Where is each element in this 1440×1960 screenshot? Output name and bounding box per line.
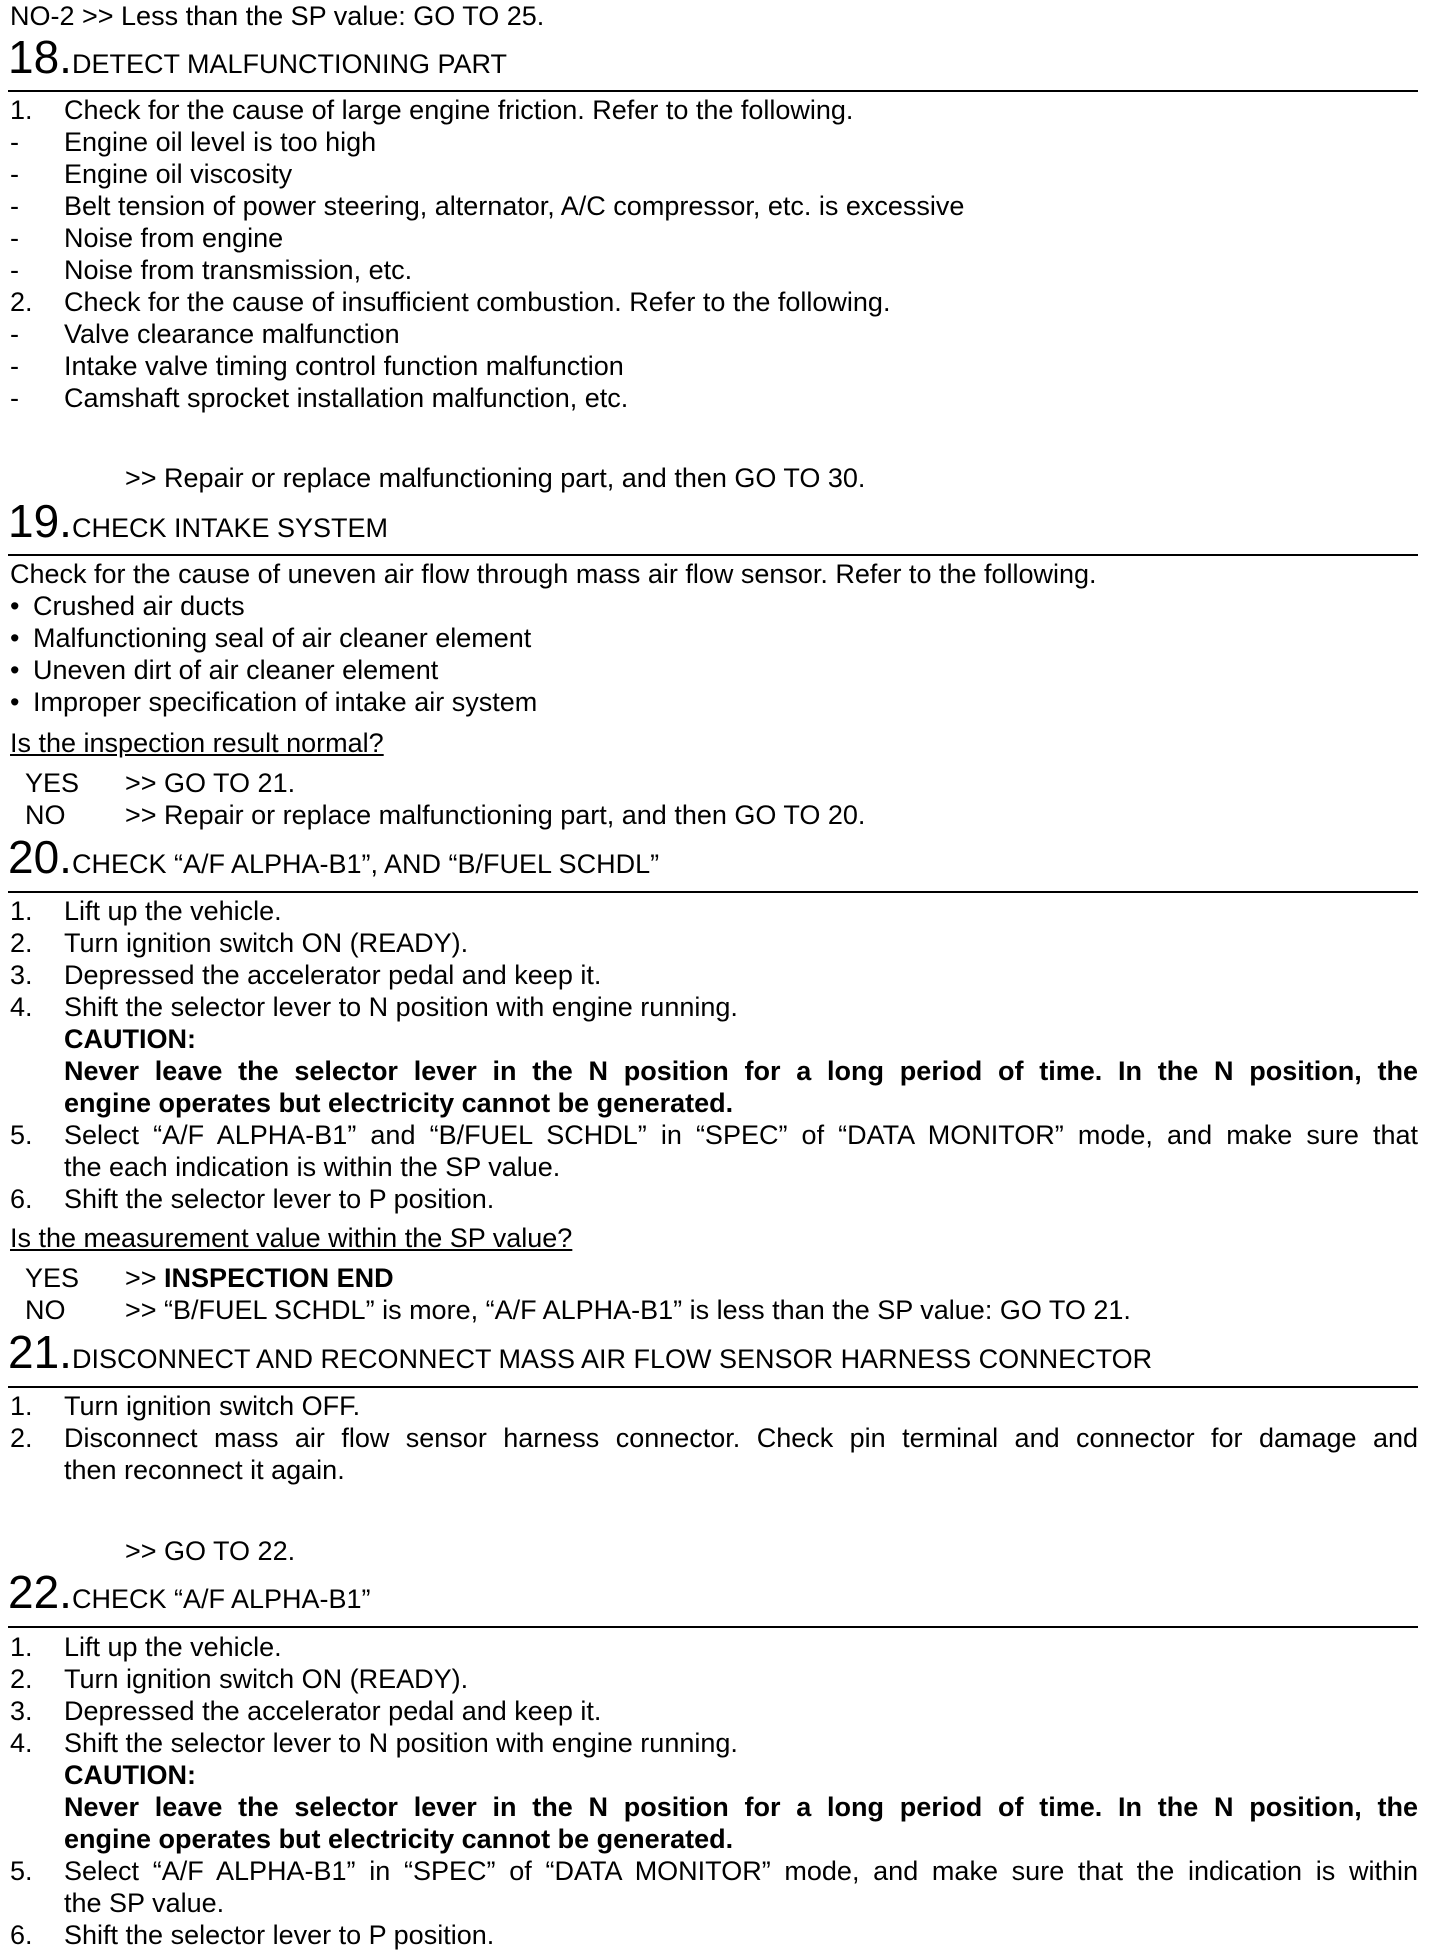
section-divider [8, 1386, 1418, 1388]
yes-label: YES [25, 1263, 80, 1293]
section-divider [8, 90, 1418, 92]
step-18-result: >> Repair or replace malfunctioning part, and then GO TO 30. [125, 463, 866, 493]
bullet-text: Uneven dirt of air cleaner element [33, 655, 439, 685]
step-19-question: Is the inspection result normal? [10, 728, 384, 758]
bullet-icon: • [10, 623, 20, 653]
step-22-heading [8, 1567, 371, 1624]
caution-text: Never leave the selector lever in the N position for a long period of time. In the N position, the [64, 1792, 1418, 1822]
list-dash: - [10, 383, 19, 413]
list-dash: - [10, 255, 19, 285]
step-number: 22. [8, 1566, 72, 1618]
step-21-result: >> GO TO 22. [125, 1536, 296, 1566]
list-number: 5. [10, 1856, 33, 1886]
bullet-icon: • [10, 687, 20, 717]
yes-result [125, 1262, 394, 1294]
list-text: Turn ignition switch ON (READY). [64, 928, 469, 958]
list-text: Noise from engine [64, 223, 284, 253]
section-divider [8, 1626, 1418, 1628]
section-divider [8, 891, 1418, 893]
no-result: >> Repair or replace malfunctioning part, and then GO TO 20. [125, 800, 866, 830]
bullet-icon: • [10, 655, 20, 685]
step-19-intro: Check for the cause of uneven air flow through mass air flow sensor. Refer to the following. [10, 559, 1097, 589]
section-divider [8, 554, 1418, 556]
step-title: CHECK INTAKE SYSTEM [71, 513, 389, 543]
step-20-heading [8, 832, 659, 889]
no-result: >> “B/FUEL SCHDL” is more, “A/F ALPHA-B1” is less than the SP value: GO TO 21. [125, 1295, 1131, 1325]
bullet-text: Improper specification of intake air system [33, 687, 538, 717]
list-text: Check for the cause of insufficient combustion. Refer to the following. [64, 287, 891, 317]
list-number: 2. [10, 928, 33, 958]
list-text: Lift up the vehicle. [64, 1632, 282, 1662]
list-dash: - [10, 127, 19, 157]
step-number: 21. [8, 1326, 72, 1378]
list-text: Shift the selector lever to N position with engine running. [64, 1728, 738, 1758]
step-number: 19. [8, 495, 72, 547]
list-dash: - [10, 351, 19, 381]
step-19-heading [8, 496, 388, 553]
list-number: 1. [10, 95, 33, 125]
step-number: 18. [8, 31, 72, 83]
list-dash: - [10, 223, 19, 253]
list-text: Intake valve timing control function malfunction [64, 351, 624, 381]
step-20-question: Is the measurement value within the SP value? [10, 1223, 573, 1253]
caution-text: engine operates but electricity cannot be generated. [64, 1088, 734, 1118]
list-text: Depressed the accelerator pedal and keep it. [64, 1696, 602, 1726]
list-text: the SP value. [64, 1888, 225, 1918]
list-text: Check for the cause of large engine friction. Refer to the following. [64, 95, 854, 125]
list-number: 3. [10, 960, 33, 990]
list-number: 1. [10, 1632, 33, 1662]
list-text: Engine oil viscosity [64, 159, 293, 189]
list-number: 1. [10, 896, 33, 926]
list-text: Belt tension of power steering, alternator, A/C compressor, etc. is excessive [64, 191, 965, 221]
step-title: DISCONNECT AND RECONNECT MASS AIR FLOW SENSOR HARNESS CONNECTOR [71, 1344, 1153, 1374]
list-number: 3. [10, 1696, 33, 1726]
no-label: NO [25, 800, 66, 830]
step-title: DETECT MALFUNCTIONING PART [71, 49, 507, 79]
caution-text: Never leave the selector lever in the N position for a long period of time. In the N position, the [64, 1056, 1418, 1086]
list-number: 4. [10, 1728, 33, 1758]
list-number: 6. [10, 1920, 33, 1950]
list-text: Depressed the accelerator pedal and keep it. [64, 960, 602, 990]
list-number: 2. [10, 287, 33, 317]
caution-label: CAUTION: [64, 1024, 196, 1054]
list-text: Noise from transmission, etc. [64, 255, 413, 285]
list-text: Camshaft sprocket installation malfunction, etc. [64, 383, 629, 413]
list-number: 2. [10, 1664, 33, 1694]
list-text: Shift the selector lever to P position. [64, 1920, 495, 1950]
yes-label: YES [25, 768, 80, 798]
caution-text: engine operates but electricity cannot be generated. [64, 1824, 734, 1854]
list-text: Lift up the vehicle. [64, 896, 282, 926]
list-number: 5. [10, 1120, 33, 1150]
bullet-text: Crushed air ducts [33, 591, 245, 621]
list-text: Turn ignition switch ON (READY). [64, 1664, 469, 1694]
list-text: Select “A/F ALPHA-B1” in “SPEC” of “DATA MONITOR” mode, and make sure that the indication is within [64, 1856, 1418, 1886]
step-18-heading [8, 32, 507, 89]
list-number: 2. [10, 1423, 33, 1453]
list-dash: - [10, 191, 19, 221]
list-text: Turn ignition switch OFF. [64, 1391, 361, 1421]
list-text: Shift the selector lever to N position with engine running. [64, 992, 738, 1022]
caution-label: CAUTION: [64, 1760, 196, 1790]
inspection-end: INSPECTION END [164, 1263, 394, 1293]
yes-result: >> GO TO 21. [125, 768, 296, 798]
list-dash: - [10, 159, 19, 189]
list-number: 4. [10, 992, 33, 1022]
no-label: NO [25, 1295, 66, 1325]
list-number: 1. [10, 1391, 33, 1421]
step-number: 20. [8, 831, 72, 883]
list-number: 6. [10, 1184, 33, 1214]
step-title: CHECK “A/F ALPHA-B1”, AND “B/FUEL SCHDL” [71, 849, 660, 879]
list-text: Disconnect mass air flow sensor harness connector. Check pin terminal and connector for damage and [64, 1423, 1418, 1453]
bullet-text: Malfunctioning seal of air cleaner element [33, 623, 532, 653]
list-text: then reconnect it again. [64, 1455, 345, 1485]
list-text: Engine oil level is too high [64, 127, 377, 157]
list-text: Select “A/F ALPHA-B1” and “B/FUEL SCHDL” in “SPEC” of “DATA MONITOR” mode, and make sure that [64, 1120, 1418, 1150]
list-dash: - [10, 319, 19, 349]
previous-step-result: NO-2 >> Less than the SP value: GO TO 25. [10, 1, 545, 31]
list-text: Shift the selector lever to P position. [64, 1184, 495, 1214]
yes-prefix: >> [125, 1263, 165, 1293]
step-title: CHECK “A/F ALPHA-B1” [71, 1584, 371, 1614]
bullet-icon: • [10, 591, 20, 621]
list-text: the each indication is within the SP value. [64, 1152, 561, 1182]
step-21-heading [8, 1327, 1152, 1384]
list-text: Valve clearance malfunction [64, 319, 400, 349]
